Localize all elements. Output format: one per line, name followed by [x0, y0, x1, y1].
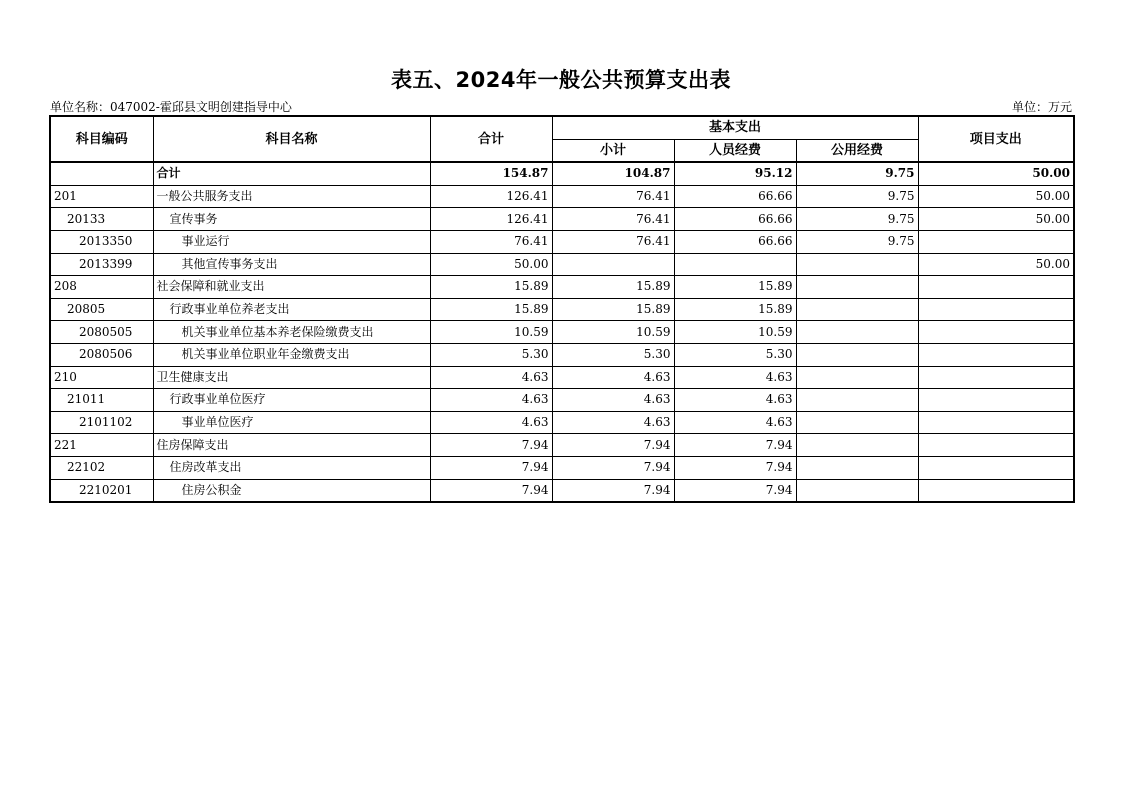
table-row: [50, 389, 1074, 412]
cell-project: [918, 276, 1074, 299]
cell-public: [796, 343, 918, 366]
cell-subtotal: 4.63: [552, 389, 674, 412]
cell-name: 机关事业单位职业年金缴费支出: [153, 343, 430, 366]
cell-code: 20133: [50, 208, 153, 231]
table-header: [50, 116, 1074, 162]
cell-personnel: 66.66: [674, 208, 796, 231]
cell-subtotal: 15.89: [552, 276, 674, 299]
cell-public: 9.75: [796, 162, 918, 185]
cell-public: 9.75: [796, 230, 918, 253]
cell-project: [918, 230, 1074, 253]
cell-code: 210: [50, 366, 153, 389]
table-row: [50, 230, 1074, 253]
header-project: 项目支出: [918, 116, 1074, 162]
cell-project: [918, 411, 1074, 434]
cell-name: 住房公积金: [153, 479, 430, 502]
cell-code: 2101102: [50, 411, 153, 434]
cell-project: [918, 298, 1074, 321]
cell-subtotal: [552, 253, 674, 276]
cell-code: 201: [50, 185, 153, 208]
cell-personnel: 95.12: [674, 162, 796, 185]
cell-subtotal: 4.63: [552, 366, 674, 389]
unit-name: 单位名称：047002-霍邱县文明创建指导中心: [50, 100, 292, 114]
cell-public: [796, 456, 918, 479]
cell-project: [918, 456, 1074, 479]
cell-project: [918, 343, 1074, 366]
table-row: [50, 366, 1074, 389]
cell-personnel: 7.94: [674, 434, 796, 457]
header-basic: 基本支出: [552, 116, 918, 139]
cell-project: [918, 434, 1074, 457]
cell-project: [918, 479, 1074, 502]
cell-name: 事业单位医疗: [153, 411, 430, 434]
cell-personnel: 4.63: [674, 366, 796, 389]
table-row: [50, 456, 1074, 479]
table-row: [50, 343, 1074, 366]
header-public: 公用经费: [796, 139, 918, 162]
cell-name: 一般公共服务支出: [153, 185, 430, 208]
cell-subtotal: 10.59: [552, 321, 674, 344]
header-code: 科目编码: [50, 116, 153, 162]
cell-personnel: 15.89: [674, 276, 796, 299]
table-row: [50, 298, 1074, 321]
cell-total: 15.89: [430, 298, 552, 321]
cell-name: 社会保障和就业支出: [153, 276, 430, 299]
cell-project: [918, 321, 1074, 344]
cell-personnel: 10.59: [674, 321, 796, 344]
header-name: 科目名称: [153, 116, 430, 162]
cell-project: [918, 366, 1074, 389]
cell-public: [796, 298, 918, 321]
table-row: [50, 276, 1074, 299]
cell-personnel: 7.94: [674, 456, 796, 479]
cell-personnel: [674, 253, 796, 276]
cell-public: [796, 434, 918, 457]
cell-subtotal: 76.41: [552, 185, 674, 208]
cell-public: [796, 276, 918, 299]
budget-table: [49, 115, 1075, 503]
cell-project: 50.00: [918, 185, 1074, 208]
cell-personnel: 5.30: [674, 343, 796, 366]
cell-total: 126.41: [430, 208, 552, 231]
cell-project: [918, 389, 1074, 412]
table-row: [50, 411, 1074, 434]
cell-code: 208: [50, 276, 153, 299]
cell-project: 50.00: [918, 253, 1074, 276]
cell-total: 7.94: [430, 479, 552, 502]
cell-code: 21011: [50, 389, 153, 412]
cell-name: 住房保障支出: [153, 434, 430, 457]
cell-public: [796, 321, 918, 344]
unit-label: 单位：万元: [1011, 100, 1072, 114]
cell-code: 2080506: [50, 343, 153, 366]
table-row: [50, 321, 1074, 344]
cell-total: 10.59: [430, 321, 552, 344]
cell-total: 126.41: [430, 185, 552, 208]
cell-code: 2013350: [50, 230, 153, 253]
table-row: [50, 208, 1074, 231]
cell-total: 4.63: [430, 389, 552, 412]
cell-name: 卫生健康支出: [153, 366, 430, 389]
cell-subtotal: 104.87: [552, 162, 674, 185]
header-subtotal: 小计: [552, 139, 674, 162]
cell-total: 7.94: [430, 456, 552, 479]
cell-subtotal: 15.89: [552, 298, 674, 321]
cell-personnel: 4.63: [674, 411, 796, 434]
table-row: [50, 479, 1074, 502]
cell-name: 住房改革支出: [153, 456, 430, 479]
header-total: 合计: [430, 116, 552, 162]
table-row: [50, 162, 1074, 185]
cell-name: 行政事业单位医疗: [153, 389, 430, 412]
cell-personnel: 7.94: [674, 479, 796, 502]
cell-name: 行政事业单位养老支出: [153, 298, 430, 321]
cell-subtotal: 4.63: [552, 411, 674, 434]
cell-total: 5.30: [430, 343, 552, 366]
cell-total: 4.63: [430, 411, 552, 434]
cell-name: 宣传事务: [153, 208, 430, 231]
cell-project: 50.00: [918, 208, 1074, 231]
cell-subtotal: 76.41: [552, 230, 674, 253]
cell-personnel: 15.89: [674, 298, 796, 321]
cell-personnel: 66.66: [674, 185, 796, 208]
cell-name: 机关事业单位基本养老保险缴费支出: [153, 321, 430, 344]
header-personnel: 人员经费: [674, 139, 796, 162]
cell-code: [50, 162, 153, 185]
cell-subtotal: 7.94: [552, 434, 674, 457]
cell-code: 22102: [50, 456, 153, 479]
cell-code: 20805: [50, 298, 153, 321]
cell-subtotal: 5.30: [552, 343, 674, 366]
cell-personnel: 4.63: [674, 389, 796, 412]
cell-name: 事业运行: [153, 230, 430, 253]
cell-public: [796, 366, 918, 389]
cell-total: 76.41: [430, 230, 552, 253]
table-body: [50, 162, 1074, 502]
cell-subtotal: 7.94: [552, 456, 674, 479]
cell-public: 9.75: [796, 185, 918, 208]
cell-total: 7.94: [430, 434, 552, 457]
cell-name: 其他宣传事务支出: [153, 253, 430, 276]
cell-personnel: 66.66: [674, 230, 796, 253]
cell-total: 50.00: [430, 253, 552, 276]
cell-public: [796, 253, 918, 276]
cell-code: 2210201: [50, 479, 153, 502]
cell-code: 221: [50, 434, 153, 457]
cell-subtotal: 7.94: [552, 479, 674, 502]
cell-subtotal: 76.41: [552, 208, 674, 231]
cell-code: 2013399: [50, 253, 153, 276]
cell-project: 50.00: [918, 162, 1074, 185]
cell-code: 2080505: [50, 321, 153, 344]
cell-total: 15.89: [430, 276, 552, 299]
cell-public: [796, 389, 918, 412]
cell-public: 9.75: [796, 208, 918, 231]
cell-public: [796, 479, 918, 502]
cell-total: 154.87: [430, 162, 552, 185]
table-row: [50, 185, 1074, 208]
cell-total: 4.63: [430, 366, 552, 389]
cell-name: 合计: [153, 162, 430, 185]
table-row: [50, 434, 1074, 457]
page-title: 表五、2024年一般公共预算支出表: [391, 68, 731, 92]
table-row: [50, 253, 1074, 276]
cell-public: [796, 411, 918, 434]
